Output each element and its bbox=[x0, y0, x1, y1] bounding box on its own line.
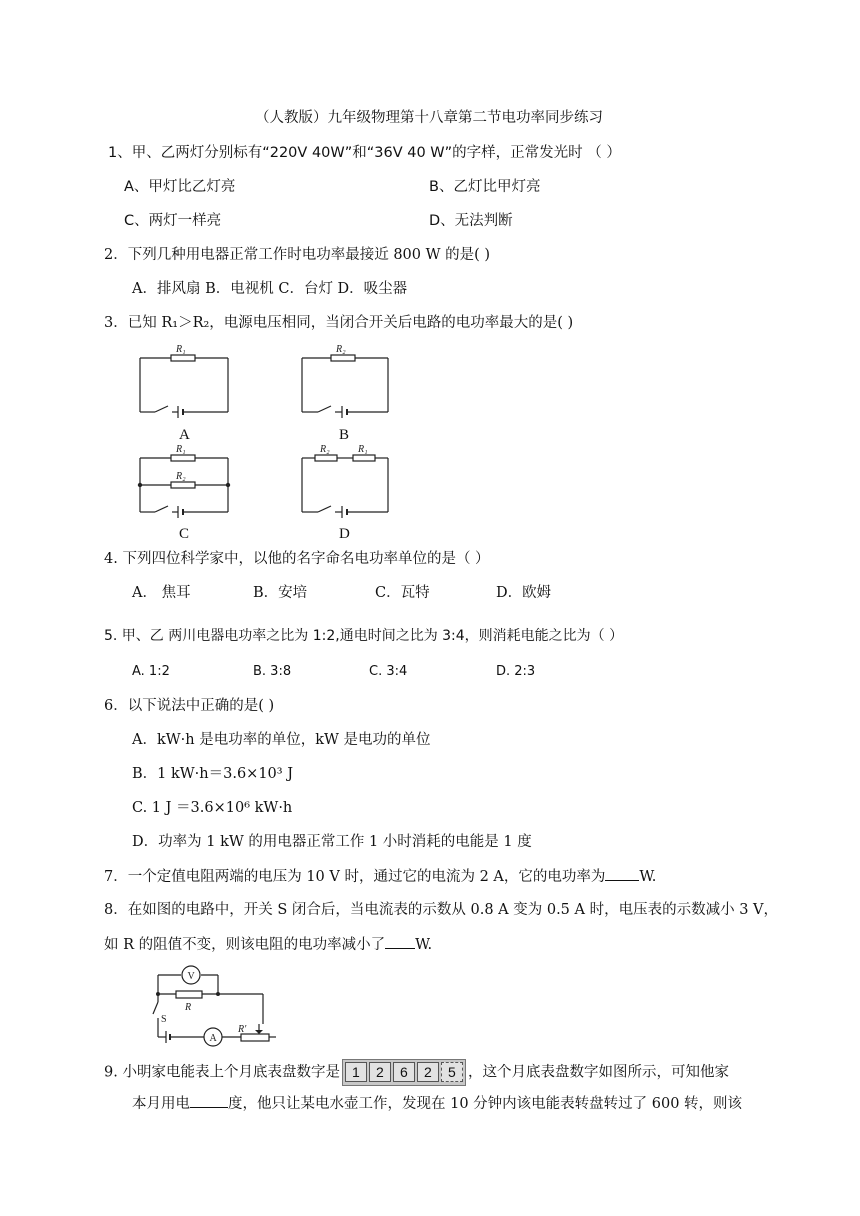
question-4-stem: 4. 下列四位科学家中，以他的名字命名电功率单位的是（ ） bbox=[104, 551, 490, 567]
question-3-circuit-figure bbox=[0, 330, 860, 550]
question-1-option-b: B、乙灯比甲灯亮 bbox=[429, 179, 541, 195]
question-9-text-d: 度，他只让某电水壶工作，发现在 10 分钟内该电能表转盘转过了 600 转，则该 bbox=[228, 1096, 743, 1112]
meter-digit: 6 bbox=[393, 1062, 415, 1082]
question-7-answer-blank[interactable] bbox=[605, 866, 639, 881]
meter-digit: 1 bbox=[345, 1062, 367, 1082]
resistor-label: R bbox=[185, 1002, 192, 1013]
meter-digit: 2 bbox=[417, 1062, 439, 1082]
question-8-text: 如 R 的阻值不变，则该电阻的电功率减小了 bbox=[104, 937, 386, 953]
switch-label: S bbox=[161, 1014, 167, 1025]
question-2-options: A．排风扇 B．电视机 C．台灯 D．吸尘器 bbox=[132, 281, 408, 297]
circuit-d-resistor-1-label: R₁ bbox=[358, 444, 368, 455]
circuit-b bbox=[302, 355, 388, 418]
question-9-line-1 bbox=[104, 1059, 729, 1086]
question-9-answer-blank[interactable] bbox=[190, 1093, 228, 1108]
circuit-d-label: D bbox=[339, 526, 350, 542]
question-4-option-a: A． 焦耳 bbox=[132, 585, 191, 601]
question-9-text-c: 本月用电 bbox=[132, 1096, 190, 1112]
question-8-line-2 bbox=[104, 934, 432, 955]
meter-decimal-digit: 5 bbox=[441, 1062, 463, 1082]
circuit-a bbox=[140, 355, 228, 418]
question-1-stem: 1、甲、乙两灯分别标有“220V 40W”和“36V 40 W”的字样，正常发光时 （ ） bbox=[108, 145, 621, 161]
question-2-stem: 2．下列几种用电器正常工作时电功率最接近 800 W 的是( ) bbox=[104, 247, 491, 263]
circuit-d bbox=[302, 455, 388, 518]
question-8-line-1: 8．在如图的电路中，开关 S 闭合后，当电流表的示数从 0.8 A 变为 0.5 A 时，电压表的示数减小 3 V， bbox=[104, 902, 779, 918]
voltmeter-label: V bbox=[187, 971, 195, 982]
question-6-option-d: D．功率为 1 kW 的用电器正常工作 1 小时消耗的电能是 1 度 bbox=[132, 834, 532, 850]
question-1-option-a: A、甲灯比乙灯亮 bbox=[124, 179, 236, 195]
circuit-c-resistor-1-label: R₁ bbox=[176, 444, 186, 455]
meter-digit: 2 bbox=[369, 1062, 391, 1082]
question-4-option-b: B．安培 bbox=[253, 585, 308, 601]
question-8-answer-blank[interactable] bbox=[385, 934, 415, 949]
circuit-c bbox=[140, 455, 228, 518]
circuit-b-label: B bbox=[339, 427, 350, 443]
question-6-option-c: C. 1 J ＝3.6×10⁶ kW·h bbox=[132, 800, 293, 816]
circuit-d-resistor-2-label: R₂ bbox=[320, 444, 330, 455]
question-4-option-d: D．欧姆 bbox=[496, 585, 552, 601]
circuit-a-label: A bbox=[179, 427, 190, 443]
circuit-a-resistor-label: R₁ bbox=[176, 344, 186, 355]
question-5-option-d: D. 2:3 bbox=[496, 664, 536, 679]
question-6-option-a: A．kW·h 是电功率的单位，kW 是电功的单位 bbox=[132, 732, 431, 748]
circuit-c-resistor-2-label: R₂ bbox=[176, 471, 186, 482]
question-7-text: 7．一个定值电阻两端的电压为 10 V 时，通过它的电流为 2 A，它的电功率为 bbox=[104, 869, 606, 885]
rheostat-label: R' bbox=[238, 1024, 247, 1035]
question-9-text-a: 9. 小明家电能表上个月底表盘数字是 bbox=[104, 1064, 340, 1081]
question-5-option-a: A. 1:2 bbox=[132, 664, 170, 679]
question-8-unit: W. bbox=[415, 937, 433, 953]
question-3-stem: 3．已知 R₁＞R₂，电源电压相同，当闭合开关后电路的电功率最大的是( ) bbox=[104, 315, 574, 331]
question-1-option-d: D、无法判断 bbox=[429, 213, 513, 229]
circuit-b-resistor-label: R₂ bbox=[336, 344, 346, 355]
question-9-line-2 bbox=[132, 1093, 742, 1114]
question-6-stem: 6．以下说法中正确的是( ) bbox=[104, 698, 275, 714]
question-6-option-b: B．1 kW·h＝3.6×10³ J bbox=[132, 766, 294, 782]
question-5-option-b: B. 3:8 bbox=[253, 664, 292, 679]
question-9-text-b: ，这个月底表盘数字如图所示，可知他家 bbox=[467, 1064, 729, 1081]
ammeter-label: A bbox=[209, 1033, 217, 1044]
question-7-unit: W. bbox=[639, 869, 657, 885]
question-4-option-c: C．瓦特 bbox=[375, 585, 430, 601]
circuit-c-label: C bbox=[179, 526, 190, 542]
question-7-stem bbox=[104, 866, 656, 887]
question-8-circuit-figure bbox=[148, 960, 328, 1050]
question-5-option-c: C. 3:4 bbox=[369, 664, 408, 679]
energy-meter-display bbox=[342, 1059, 466, 1086]
question-5-stem: 5. 甲、乙 两川电器电功率之比为 1:2,通电时间之比为 3:4，则消耗电能之比为（ ） bbox=[104, 628, 624, 644]
page-title: （人教版）九年级物理第十八章第二节电功率同步练习 bbox=[255, 110, 603, 126]
question-1-option-c: C、两灯一样亮 bbox=[124, 213, 222, 229]
